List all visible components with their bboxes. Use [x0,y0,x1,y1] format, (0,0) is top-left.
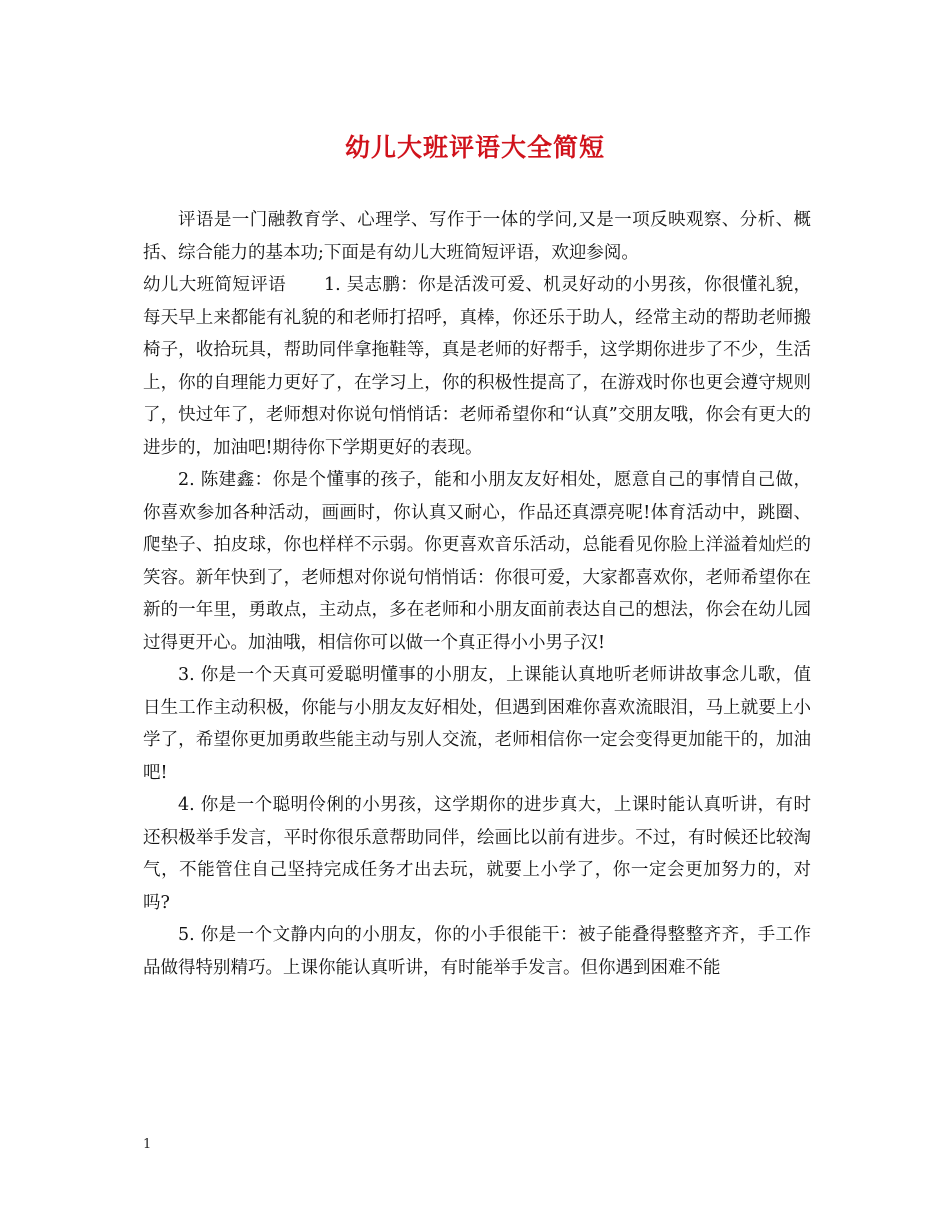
first-comment-paragraph [143,269,811,464]
intro-paragraph: 评语是一门融教育学、心理学、写作于一体的学问,又是一项反映观察、分析、概括、综合能力的基本功;下面是有幼儿大班简短评语，欢迎参阅。 [143,210,811,263]
document-title: 幼儿大班评语大全简短 [344,133,605,162]
page-number: 1 [143,1137,152,1152]
comment-item-4: 4. 你是一个聪明伶俐的小男孩，这学期你的进步真大，上课时能认真听讲，有时还积极举手发言，平时你很乐意帮助同伴，绘画比以前有进步。不过，有时候还比较淘气，不能管住自己坚持完成任务才出去玩，就要上小学了，你一定会更加努力的，对吗? [143,795,811,913]
comment-item-1: 1. 吴志鹏：你是活泼可爱、机灵好动的小男孩，你很懂礼貌，每天早上来都能有礼貌的和老师打招呼，真棒，你还乐于助人，经常主动的帮助老师搬椅子，收拾玩具，帮助同伴拿拖鞋等，真是老师的好帮手，这学期你进步了不少，生活上，你的自理能力更好了，在学习上，你的积极性提高了，在游戏时你也更会遵守规则了，快过年了，老师想对你说句悄悄话：老师希望你和“认真”交朋友哦，你会有更大的进步的，加油吧!期待你下学期更好的表现。 [143,275,811,458]
comment-item-2: 2. 陈建鑫：你是个懂事的孩子，能和小朋友友好相处，愿意自己的事情自己做，你喜欢参加各种活动，画画时，你认真又耐心，作品还真漂亮呢!体育活动中，跳圈、爬垫子、拍皮球，你也样样不示弱。你更喜欢音乐活动，总能看见你脸上洋溢着灿烂的笑容。新年快到了，老师想对你说句悄悄话：你很可爱，大家都喜欢你，老师希望你在新的一年里，勇敢点，主动点，多在老师和小朋友面前表达自己的想法，你会在幼儿园过得更开心。加油哦，相信你可以做一个真正得小小男子汉! [143,470,811,653]
comment-item-5: 5. 你是一个文静内向的小朋友，你的小手很能干：被子能叠得整整齐齐，手工作品做得特别精巧。上课你能认真听讲，有时能举手发言。但你遇到困难不能 [143,925,811,978]
section-heading: 幼儿大班简短评语 [143,275,286,295]
comment-item-3: 3. 你是一个天真可爱聪明懂事的小朋友，上课能认真地听老师讲故事念儿歌，值日生工作主动积极，你能与小朋友友好相处，但遇到困难你喜欢流眼泪，马上就要上小学了，希望你更加勇敢些能主动与别人交流，老师相信你一定会变得更加能干的，加油吧! [143,665,811,783]
document-body [143,204,811,984]
